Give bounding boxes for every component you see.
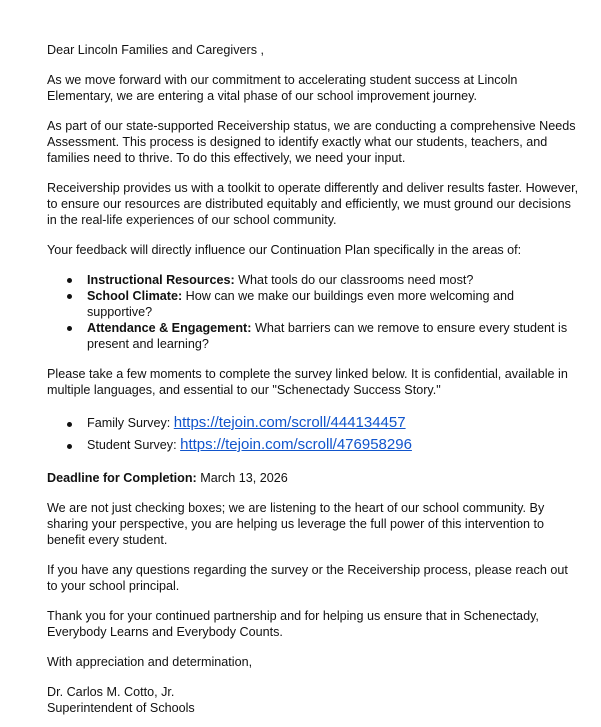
list-item [47,320,581,352]
paragraph-feedback: Your feedback will directly influence our Continuation Plan specifically in the areas of: [47,243,522,257]
closing: With appreciation and determination, [47,655,253,669]
paragraph-thanks: Thank you for your continued partnership and for helping us ensure that in Schenectady, Everybody Learns and Everybody Counts. [47,609,539,639]
list-item [47,288,581,320]
student-survey-link[interactable]: https://tejoin.com/scroll/476958296 [180,436,412,453]
list-item [47,272,581,288]
focus-area-title: Attendance & Engagement: [87,321,252,335]
survey-label: Student Survey: [87,438,181,452]
deadline [47,470,581,486]
deadline-value: March 13, 2026 [196,471,288,485]
list-item [47,412,581,434]
salutation: Dear Lincoln Families and Caregivers , [47,43,264,57]
focus-area-title: School Climate: [87,289,183,303]
signer-name: Dr. Carlos M. Cotto, Jr. [47,685,175,699]
focus-area-text: What tools do our classrooms need most? [234,273,474,287]
paragraph-receivership: Receivership provides us with a toolkit to operate differently and deliver results faster. However, to ensure our resources are distributed equitably and efficiently, we must ground our decisions in the real-life experiences of our school community. [47,181,579,227]
focus-areas-list [47,272,581,352]
paragraph-survey-request: Please take a few moments to complete the survey linked below. It is confidential, available in multiple languages, and essential to our "Schenectady Success Story." [47,367,568,397]
signature-block [47,684,581,716]
signer-title: Superintendent of Schools [47,701,195,715]
focus-area-text: What barriers can we remove to ensure every student is present and learning? [87,321,568,351]
paragraph-needs-assessment: As part of our state-supported Receivership status, we are conducting a comprehensive Needs Assessment. This process is designed to identify exactly what our students, teachers, and families need to thrive. To do this effectively, we need your input. [47,119,576,165]
survey-label: Family Survey: [87,416,174,430]
survey-links-list [47,412,581,456]
family-survey-link[interactable]: https://tejoin.com/scroll/444134457 [173,414,406,431]
list-item [47,434,581,456]
focus-area-text: How can we make our buildings even more welcoming and supportive? [87,289,514,319]
paragraph-questions: If you have any questions regarding the survey or the Receivership process, please reach out to your school principal. [47,563,568,593]
focus-area-title: Instructional Resources: [87,273,235,287]
paragraph-intro: As we move forward with our commitment to accelerating student success at Lincoln Elementary, we are entering a vital phase of our school improvement journey. [47,73,518,103]
paragraph-listening: We are not just checking boxes; we are listening to the heart of our school community. By sharing your perspective, you are helping us leverage the full power of this intervention to benefit every student. [47,501,545,547]
deadline-label: Deadline for Completion: [47,471,197,485]
